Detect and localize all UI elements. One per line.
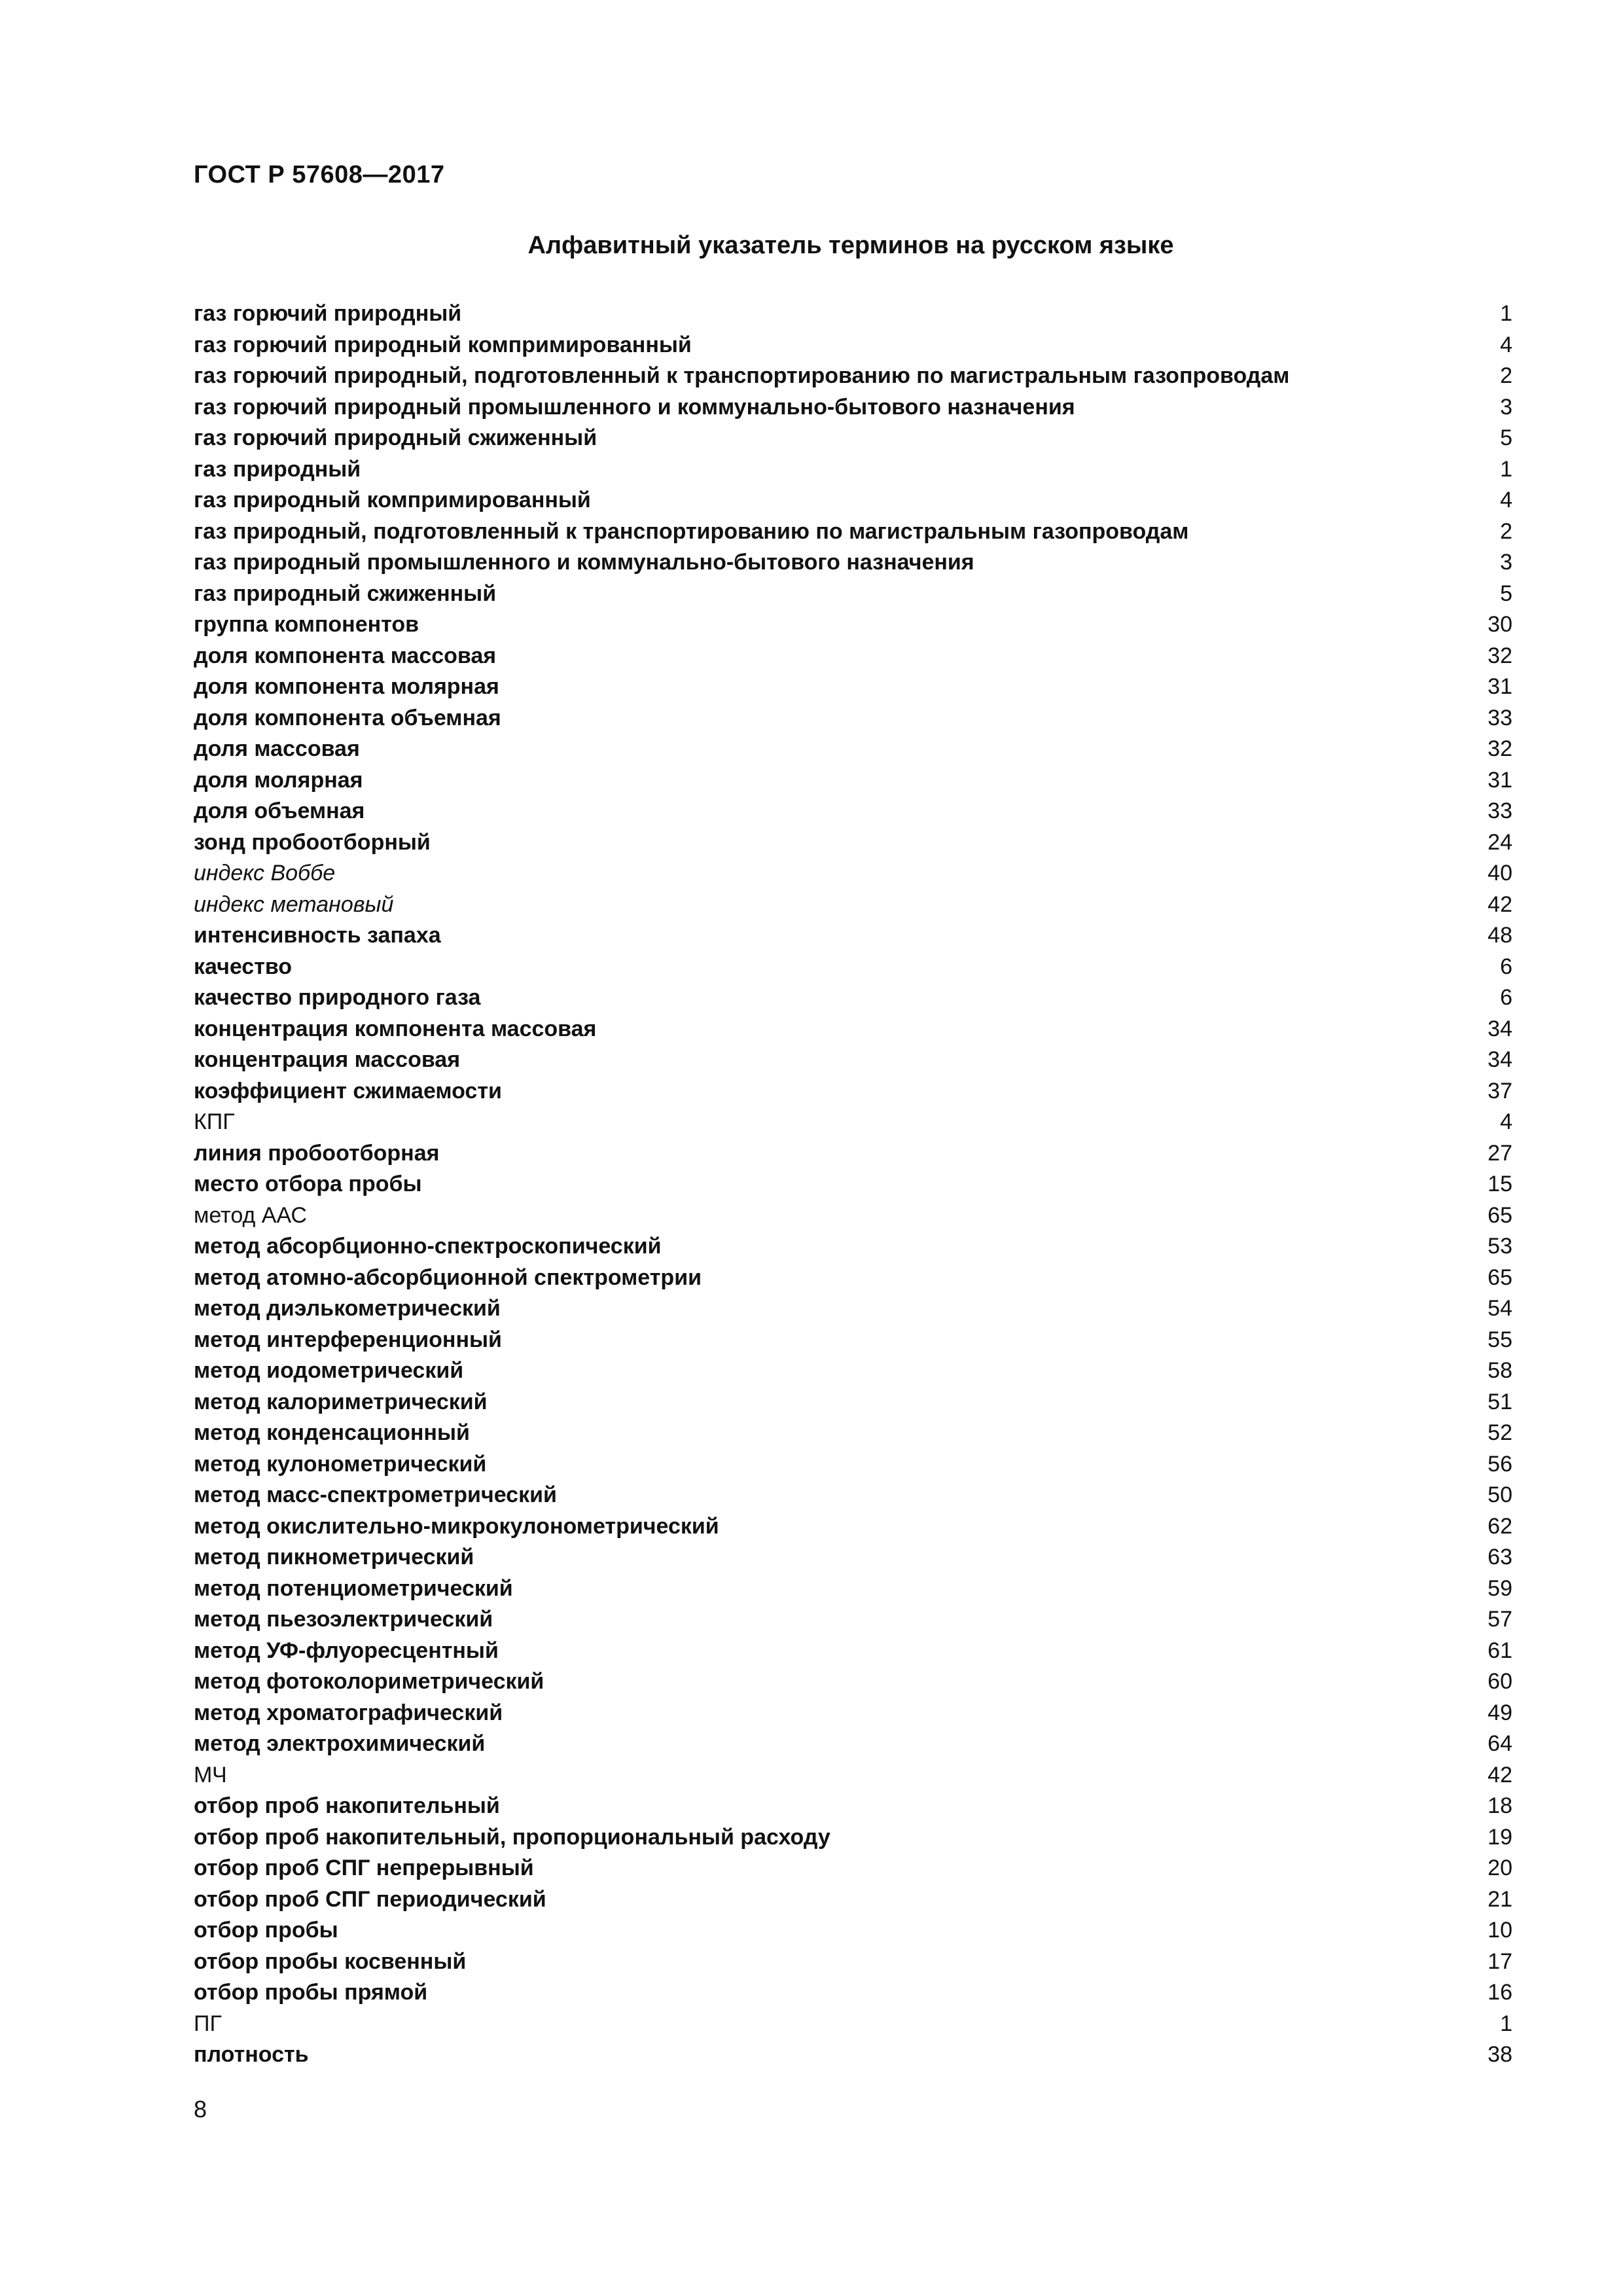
index-entry-ref: 48 [1488,923,1512,948]
index-entry [194,1138,1512,1170]
index-entry-ref: 1 [1500,2011,1512,2036]
index-entry-ref: 15 [1488,1172,1512,1196]
index-entry-term: метод хроматографический [194,1700,503,1725]
index-entry-ref: 5 [1500,581,1512,606]
index-entry-term: доля массовая [194,736,360,761]
index-entry-term: концентрация массовая [194,1047,461,1072]
index-entry-term: коэффициент сжимаемости [194,1078,502,1103]
index-entry-term: метод фотоколориметрический [194,1669,544,1694]
index-entry-ref: 1 [1500,301,1512,326]
index-entry [194,609,1512,641]
index-entry-term: доля компонента массовая [194,643,497,668]
index-entry [194,1076,1512,1107]
index-entry-ref: 65 [1488,1265,1512,1290]
index-entry-term: метод абсорбционно-спектроскопический [194,1234,662,1259]
index-entry-term: отбор пробы [194,1918,338,1943]
index-entry-ref: 65 [1488,1202,1512,1228]
index-entry-ref: 33 [1488,798,1512,823]
index-entry-ref: 53 [1488,1234,1512,1259]
index-entry-ref: 31 [1488,674,1512,699]
index-entry [194,1200,1512,1232]
index-entry-term: отбор пробы прямой [194,1980,428,2005]
index-entry [194,734,1512,765]
index-entry [194,1822,1512,1854]
index-entry [194,1418,1512,1449]
index-entry-term: газ природный промышленного и коммунально-бытового назначения [194,550,974,575]
index-entry [194,1666,1512,1698]
index-entry [194,2009,1512,2040]
index-entry-term: интенсивность запаха [194,923,441,948]
index-entry [194,952,1512,983]
index-entry-ref: 51 [1488,1389,1512,1414]
index-entry-ref: 19 [1488,1824,1512,1850]
index-entry [194,703,1512,734]
index-entry [194,982,1512,1014]
index-entry-term: газ природный, подготовленный к транспортированию по магистральным газопроводам [194,518,1189,544]
index-entry-ref: 10 [1488,1918,1512,1943]
index-entry-term: газ горючий природный сжиженный [194,425,597,450]
index-entry-ref: 6 [1500,954,1512,979]
index-entry-term: газ горючий природный, подготовленный к транспортированию по магистральным газопроводам [194,363,1290,388]
index-entry-ref: 52 [1488,1420,1512,1445]
index-entry-term: КПГ [194,1109,235,1134]
index-entry [194,298,1512,330]
index-entry-term: метод электрохимический [194,1731,486,1756]
index-entry-ref: 21 [1488,1886,1512,1912]
index-entry-ref: 30 [1488,612,1512,637]
index-entry-ref: 57 [1488,1607,1512,1632]
index-entry-term: зонд пробоотборный [194,829,431,855]
index-entry [194,579,1512,610]
index-entry [194,1729,1512,1760]
index-entry-term: отбор проб накопительный [194,1793,500,1818]
index-entry-term: метод ААС [194,1202,307,1228]
index-entry-ref: 63 [1488,1545,1512,1570]
index-entry-ref: 33 [1488,705,1512,730]
index-entry-term: отбор проб СПГ периодический [194,1886,546,1912]
index-entry-term: газ горючий природный компримированный [194,332,692,357]
index-entry [194,1946,1512,1978]
index-entry-ref: 60 [1488,1669,1512,1694]
index-entry [194,361,1512,392]
index-entry-term: плотность [194,2042,309,2067]
index-entry [194,1325,1512,1356]
index-entry-ref: 37 [1488,1078,1512,1103]
document-code: ГОСТ Р 57608—2017 [194,161,445,188]
index-entry-ref: 50 [1488,1482,1512,1507]
index-entry-ref: 55 [1488,1327,1512,1352]
index-entry [194,423,1512,454]
index-entry [194,1263,1512,1294]
index-entry [194,1791,1512,1822]
index-entry-ref: 49 [1488,1700,1512,1725]
index-entry [194,1231,1512,1263]
index-entry [194,889,1512,921]
index-entry-term: метод пикнометрический [194,1545,474,1570]
index-entry-ref: 16 [1488,1980,1512,2005]
index-entry-term: метод калориметрический [194,1389,488,1414]
index-entry-ref: 38 [1488,2042,1512,2067]
page-number: 8 [194,2096,207,2123]
index-entry-term: индекс Воббе [194,861,336,886]
index-entry-ref: 32 [1488,643,1512,668]
index-entry-ref: 32 [1488,736,1512,761]
index-entry [194,1107,1512,1138]
index-entry [194,672,1512,703]
index-entry-ref: 42 [1488,1762,1512,1787]
index-entry-term: метод кулонометрический [194,1451,487,1477]
index-entry-term: отбор пробы косвенный [194,1948,467,1974]
index-entry-term: доля молярная [194,767,363,793]
index-entry [194,1293,1512,1325]
index-entry-term: метод диэлькометрический [194,1296,501,1321]
index-entry-ref: 34 [1488,1016,1512,1041]
index-entry-term: концентрация компонента массовая [194,1016,597,1041]
index-entry-term: МЧ [194,1762,227,1787]
index-entry-ref: 20 [1488,1856,1512,1880]
index-entry-term: метод конденсационный [194,1420,470,1445]
index-entry-term: качество [194,954,293,979]
index-entry [194,547,1512,579]
index-entry-ref: 40 [1488,861,1512,886]
index-entry [194,1449,1512,1480]
term-index-list [194,298,1512,2071]
index-entry [194,1511,1512,1543]
index-entry-term: метод атомно-абсорбционной спектрометрии [194,1265,702,1290]
index-entry-ref: 42 [1488,891,1512,917]
index-entry-ref: 56 [1488,1451,1512,1477]
index-entry [194,1760,1512,1791]
index-entry [194,1387,1512,1418]
index-entry-term: ПГ [194,2011,222,2036]
index-entry-term: доля компонента объемная [194,705,501,730]
index-entry [194,330,1512,361]
index-entry [194,392,1512,423]
index-entry-ref: 24 [1488,829,1512,855]
index-entry-ref: 34 [1488,1047,1512,1072]
index-entry-term: газ природный [194,456,361,482]
index-entry-ref: 1 [1500,456,1512,482]
index-entry-ref: 59 [1488,1575,1512,1601]
index-entry-term: качество природного газа [194,985,481,1010]
index-entry [194,1014,1512,1045]
index-entry-term: газ горючий природный [194,301,462,326]
index-entry-term: метод иодометрический [194,1358,464,1383]
index-entry-ref: 62 [1488,1513,1512,1539]
index-entry-ref: 31 [1488,767,1512,793]
index-entry-term: линия пробоотборная [194,1140,440,1166]
index-entry-ref: 5 [1500,425,1512,450]
index-entry-term: газ природный сжиженный [194,581,497,606]
index-entry-ref: 54 [1488,1296,1512,1321]
index-entry [194,827,1512,859]
index-title: Алфавитный указатель терминов на русском языке [527,232,1174,259]
index-entry-ref: 18 [1488,1793,1512,1818]
index-entry [194,2039,1512,2071]
index-entry-term: метод окислительно-микрокулонометрический [194,1513,719,1539]
index-entry-ref: 3 [1500,394,1512,420]
index-entry [194,1355,1512,1387]
index-entry-ref: 3 [1500,550,1512,575]
index-entry-ref: 6 [1500,985,1512,1010]
index-entry-term: доля компонента молярная [194,674,499,699]
index-entry-ref: 4 [1500,1109,1512,1134]
index-entry-term: индекс метановый [194,891,394,917]
index-entry [194,1636,1512,1667]
index-entry [194,1915,1512,1946]
index-entry [194,1480,1512,1511]
index-entry-term: отбор проб СПГ непрерывный [194,1856,534,1880]
index-entry-ref: 27 [1488,1140,1512,1166]
index-entry-term: группа компонентов [194,612,419,637]
index-entry [194,1884,1512,1916]
index-entry-term: метод интерференционный [194,1327,502,1352]
index-entry-term: метод масс-спектрометрический [194,1482,557,1507]
index-entry-term: метод УФ-флуоресцентный [194,1638,499,1663]
index-entry [194,1698,1512,1729]
index-entry-ref: 58 [1488,1358,1512,1383]
index-entry [194,1573,1512,1605]
index-entry-ref: 61 [1488,1638,1512,1663]
index-entry-term: метод потенциометрический [194,1575,513,1601]
index-entry-term: место отбора пробы [194,1172,422,1196]
index-entry-ref: 4 [1500,332,1512,357]
index-entry [194,1853,1512,1884]
index-entry [194,485,1512,516]
index-entry-term: газ природный компримированный [194,488,591,512]
index-entry-ref: 64 [1488,1731,1512,1756]
index-entry [194,1045,1512,1076]
index-entry [194,641,1512,672]
index-entry [194,765,1512,797]
index-entry [194,858,1512,889]
index-entry-ref: 2 [1500,518,1512,544]
index-entry-ref: 4 [1500,488,1512,512]
index-entry-ref: 17 [1488,1948,1512,1974]
index-entry [194,1169,1512,1200]
index-entry [194,454,1512,486]
index-entry [194,516,1512,548]
index-entry-term: метод пьезоэлектрический [194,1607,493,1632]
index-entry [194,796,1512,827]
index-entry [194,1542,1512,1573]
index-entry-term: отбор проб накопительный, пропорциональный расходу [194,1824,830,1850]
index-entry [194,920,1512,952]
index-entry-ref: 2 [1500,363,1512,388]
index-entry-term: газ горючий природный промышленного и коммунально-бытового назначения [194,394,1075,420]
index-entry [194,1604,1512,1636]
index-entry [194,1977,1512,2009]
index-entry-term: доля объемная [194,798,365,823]
